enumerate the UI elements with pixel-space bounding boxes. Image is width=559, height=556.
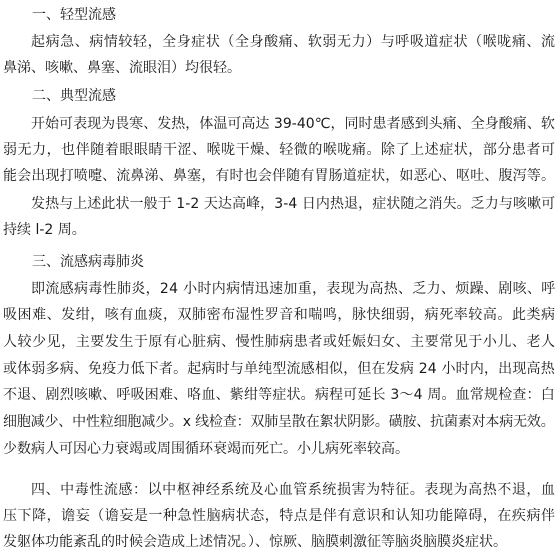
paragraph-line: 不退、剧烈咳嗽、呼吸困难、咯血、紫绀等症状。病程可延长 3～4 周。血常规检查：白 <box>3 387 555 403</box>
paragraph-line: 开始可表现为畏寒、发热，体温可高达 39-40℃，同时患者感到头痛、全身酸痛、软 <box>31 116 555 132</box>
paragraph-line: 能会出现打喷嚏、流鼻涕、鼻塞，有时也会伴随有胃肠道症状，如恶心、呕吐、腹泻等。 <box>3 168 556 184</box>
paragraph-line: 或体弱多病、免疫力低下者。起病时与单纯型流感相似，但在发病 24 小时内，出现高热 <box>3 361 555 377</box>
paragraph-line: 细胞减少、中性粒细胞减少。x 线检查：双肺呈散在絮状阴影。磺胺、抗菌素对本病无效。 <box>3 414 555 430</box>
paragraph-line: 发热与上述此状一般于 1-2 天达高峰，3-4 日内热退，症状随之消失。乏力与咳嗽可 <box>31 196 556 212</box>
paragraph-line: 即流感病毒性肺炎，24 小时内病情迅速加重，表现为高热、乏力、烦躁、剧咳、呼 <box>31 281 556 297</box>
paragraph-line: 弱无力，也伴随着眼眼睛干涩、喉咙干燥、轻微的喉咙痛。除了上述症状，部分患者可 <box>3 142 556 158</box>
paragraph-line: 鼻涕、咳嗽、鼻塞、流眼泪）均很轻。 <box>3 60 241 76</box>
paragraph-line: 人较少见，主要发生于原有心脏病、慢性肺病患者或妊娠妇女、主要常见于小儿、老人 <box>3 334 556 350</box>
heading-typical-flu: 二、典型流感 <box>32 88 116 104</box>
paragraph-line-toxic-flu: 四、中毒性流感：以中枢神经系统及心血管系统损害为特征。表现为高热不退，血 <box>31 482 556 498</box>
heading-mild-flu: 一、轻型流感 <box>32 7 116 23</box>
paragraph-line: 压下降，谵妄（谵妄是一种急性脑病状态，特点是伴有意识和认知功能障碍，在疾病伴 <box>3 508 556 524</box>
paragraph-line: 少数病人可因心力衰竭或周围循环衰竭而死亡。小儿病死率较高。 <box>3 441 409 457</box>
paragraph-line: 吸困难、发绀，咳有血痰，双肺密布湿性罗音和喘鸣，脉快细弱，病死率较高。此类病 <box>3 307 556 323</box>
heading-viral-pneumonia: 三、流感病毒肺炎 <box>32 254 144 270</box>
paragraph-line: 起病急、病情较轻，全身症状（全身酸痛、软弱无力）与呼吸道症状（喉咙痛、流 <box>31 34 556 50</box>
paragraph-line: 发躯体功能紊乱的时候会造成上述情况。）、惊厥、脑膜刺激征等脑炎脑膜炎症状。 <box>3 534 507 550</box>
paragraph-line: 持续 l-2 周。 <box>3 222 86 238</box>
